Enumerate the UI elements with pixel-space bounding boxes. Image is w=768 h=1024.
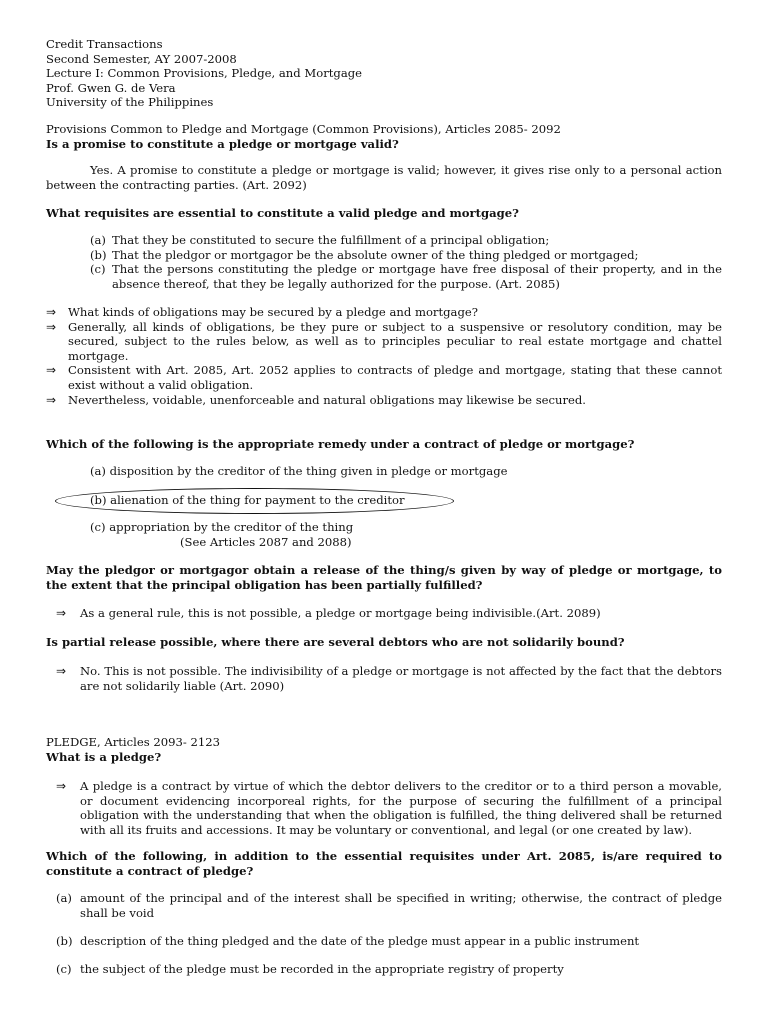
question-heading: Which of the following, in addition to the essential requisites under Art. 2085, is/are required to constitute a contract of pledge? xyxy=(46,849,722,878)
question-heading: Is partial release possible, where there are several debtors who are not solidarily bound? xyxy=(46,635,625,649)
arrow-icon: ⇒ xyxy=(56,606,67,620)
question-heading: What requisites are essential to constitute a valid pledge and mortgage? xyxy=(46,206,519,220)
arrow-icon: ⇒ xyxy=(56,664,67,678)
list-item xyxy=(46,305,722,320)
item-text: That the persons constituting the pledge or mortgage have free disposal of their property, and in the absence thereof, that they be legally authorized for the purpose. (Art. 2085) xyxy=(112,262,722,291)
item-text: What kinds of obligations may be secured by a pledge and mortgage? xyxy=(68,305,478,319)
item-text: Generally, all kinds of obligations, be they pure or subject to a suspensive or resolutory condition, may be secured, subject to the rules below, as well as to principles peculiar to real estate mortgage and chattel mortgage. xyxy=(68,319,722,363)
list-item xyxy=(46,393,722,408)
list-item xyxy=(46,320,722,364)
semester-line: Second Semester, AY 2007-2008 xyxy=(46,51,237,66)
list-item xyxy=(90,233,722,248)
answer-item xyxy=(56,606,722,621)
item-text: A pledge is a contract by virtue of which the debtor delivers to the creditor or to a third person a movable, or document evidencing incorporeal rights, for the purpose of securing the fulfillment of a principal obligation with the understanding that when the obligation is fulfilled, the thing delivered shall be returned with all its fruits and accessions. It may be voluntary or conventional, and legal (or one created by law). xyxy=(80,779,722,837)
question-heading: What is a pledge? xyxy=(46,749,162,764)
list-item xyxy=(56,891,722,920)
item-text: That they be constituted to secure the fulfillment of a principal obligation; xyxy=(112,233,550,247)
item-label: (b) xyxy=(56,934,73,948)
item-text: amount of the principal and of the interest shall be specified in writing; otherwise, the contract of pledge shall be void xyxy=(80,891,722,920)
list-item xyxy=(56,934,722,949)
item-label: (c) xyxy=(90,262,106,277)
item-text: No. This is not possible. The indivisibility of a pledge or mortgage is not affected by the fact that the debtors are not solidarily liable (Art. 2090) xyxy=(80,664,722,693)
answer-paragraph: Yes. A promise to constitute a pledge or mortgage is valid; however, it gives rise only to a personal action between the contracting parties. (Art. 2092) xyxy=(46,163,722,192)
answer-item xyxy=(56,779,722,837)
remedy-option: (a) disposition by the creditor of the thing given in pledge or mortgage xyxy=(90,464,508,478)
lecture-line: Lecture I: Common Provisions, Pledge, and Mortgage xyxy=(46,66,363,81)
answer-item xyxy=(56,664,722,693)
list-item xyxy=(56,962,722,977)
item-label: (a) xyxy=(90,233,106,247)
item-text: As a general rule, this is not possible, a pledge or mortgage being indivisible.(Art. 2089) xyxy=(80,606,601,620)
arrow-icon: ⇒ xyxy=(46,363,57,378)
item-label: (b) xyxy=(90,247,107,262)
item-text: description of the thing pledged and the date of the pledge must appear in a public instrument xyxy=(80,934,640,948)
remedy-option: (c) appropriation by the creditor of the thing xyxy=(90,520,354,534)
list-item xyxy=(90,248,722,263)
item-label: (c) xyxy=(56,962,72,976)
item-text: the subject of the pledge must be recorded in the appropriate registry of property xyxy=(80,962,564,976)
arrow-icon: ⇒ xyxy=(46,305,57,319)
remedy-option-selected: (b) alienation of the thing for payment to the creditor xyxy=(90,493,405,507)
item-text: Consistent with Art. 2085, Art. 2052 applies to contracts of pledge and mortgage, stating that these cannot exist without a valid obligation. xyxy=(68,363,722,392)
item-text: That the pledgor or mortgagor be the absolute owner of the thing pledged or mortgaged; xyxy=(112,247,639,262)
requisites-list xyxy=(90,233,722,291)
list-item xyxy=(90,262,722,291)
arrow-icon: ⇒ xyxy=(46,392,57,407)
course-title: Credit Transactions xyxy=(46,37,163,51)
question-heading: May the pledgor or mortgagor obtain a release of the thing/s given by way of pledge or mortgage, to the extent that the principal obligation has been partially fulfilled? xyxy=(46,563,722,592)
pledge-heading-block xyxy=(46,735,722,764)
document-header xyxy=(46,37,362,110)
item-text: Nevertheless, voidable, unenforceable and natural obligations may likewise be secured. xyxy=(68,392,586,407)
list-item xyxy=(46,363,722,392)
common-provisions-heading-block xyxy=(46,122,722,151)
notes-list xyxy=(46,305,722,407)
section-heading: Provisions Common to Pledge and Mortgage (Common Provisions), Articles 2085- 2092 xyxy=(46,122,561,136)
university-line: University of the Philippines xyxy=(46,95,214,110)
professor-line: Prof. Gwen G. de Vera xyxy=(46,80,176,95)
question-heading: Is a promise to constitute a pledge or mortgage valid? xyxy=(46,136,399,151)
item-label: (a) xyxy=(56,891,72,905)
section-heading: PLEDGE, Articles 2093- 2123 xyxy=(46,735,220,749)
question-heading: Which of the following is the appropriate remedy under a contract of pledge or mortgage? xyxy=(46,437,635,451)
article-reference: (See Articles 2087 and 2088) xyxy=(180,535,352,549)
arrow-icon: ⇒ xyxy=(46,319,57,334)
arrow-icon: ⇒ xyxy=(56,779,67,793)
